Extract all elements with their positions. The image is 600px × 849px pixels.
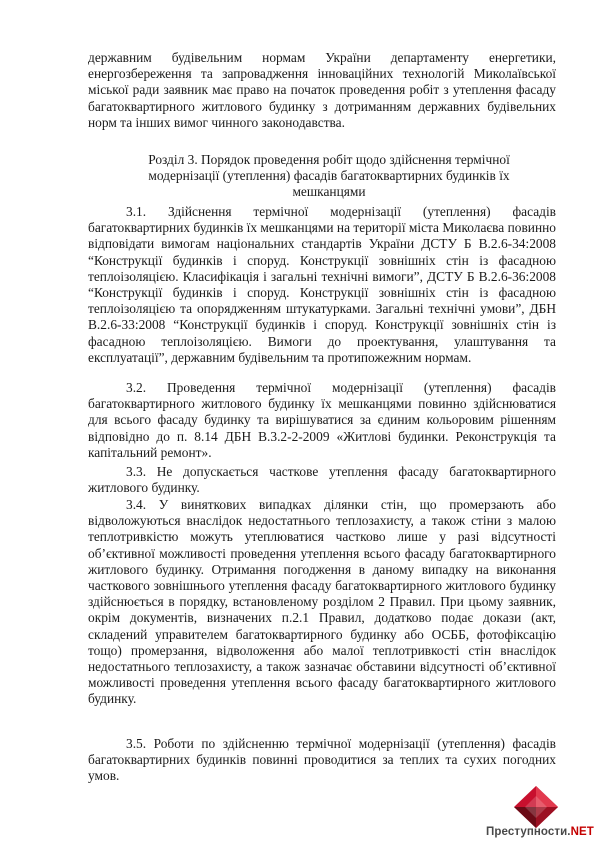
section-heading: Розділ 3. Порядок проведення робіт щодо здійснення термічної модернізації (утеплення) фасадів багатоквартирних будинків їх мешканцями <box>148 152 510 200</box>
paragraph-3-1: 3.1. Здійснення термічної модернізації (утеплення) фасадів багатоквартирних будинків їх мешканцями на території міста Миколаєва повинно відповідати вимогам національних стандартів України ДСТУ Б В.2.6-34:2008 “Конструкції будинків і споруд. Конструкції зовнішніх стін із фасадною теплоізоляцією. Класифікація і загальні технічні вимоги”, ДСТУ Б В.2.6-36:2008 “Конструкції будинків і споруд. Конструкції зовнішніх стін із фасадною теплоізоляцією та опорядженням штукатурками. Загальні технічні умови”, ДБН В.2.6-33:2008 “Конструкції будинків і споруд. Конструкції зовнішніх стін із фасадною теплоізоляцією. Вимоги до проектування, улаштування та експлуатації”, державним будівельним та протипожежним нормам. <box>88 204 556 365</box>
paragraph-3-5: 3.5. Роботи по здійсненню термічної модернізації (утеплення) фасадів багатоквартирних будинків повинні проводитися за теплих та сухих погодних умов. <box>88 736 556 784</box>
paragraph-3-3: 3.3. Не допускається часткове утеплення фасаду багатоквартирного житлового будинку. <box>88 464 556 496</box>
paragraph-3-2: 3.2. Проведення термічної модернізації (утеплення) фасадів багатоквартирного житлового будинку їх мешканцями повинно здійснюватися для всього фасаду будинку та вирішуватися за єдиним кольоровим рішенням відповідно до п. 8.14 ДБН В.3.2-2-2009 «Житлові будинки. Реконструкція та капітальний ремонт». <box>88 380 556 460</box>
intro-paragraph: державним будівельним нормам України департаменту енергетики, енергозбереження та запровадження інноваційних технологій Миколаївської міської ради заявник має право на початок проведення робіт з утеплення фасаду багатоквартирного житлового будинку з дотриманням державних будівельних норм та інших вимог чинного законодавства. <box>88 50 556 130</box>
paragraph-3-4: 3.4. У виняткових випадках ділянки стін, що промерзають або відволожуються внаслідок недостатнього теплозахисту, а також стіни з малою теплотривкістю можуть утеплюватися частково лише у разі відсутності об’єктивної можливості проведення утеплення всього фасаду багатоквартирного житлового будинку. Отримання погодження в даному випадку на виконання часткового зовнішнього утеплення фасаду багатоквартирного житлового будинку здійснюється в порядку, встановленому розділом 2 Правил. При цьому заявник, окрім документів, визначених п.2.1 Правил, додатково подає докази (акт, складений управителем багатоквартирного будинку або ОСББ, фотофіксацію тощо) промерзання, відволоження або малої теплотривкості стін внаслідок недостатнього теплозахисту, а також зазначає обставини відсутності об’єктивної можливості проведення утеплення всього фасаду багатоквартирного житлового будинку. <box>88 497 556 707</box>
watermark-text <box>486 824 598 842</box>
site-watermark <box>486 784 600 849</box>
watermark-site-name: Преступности. <box>486 826 571 838</box>
watermark-tld: NET <box>570 826 594 838</box>
